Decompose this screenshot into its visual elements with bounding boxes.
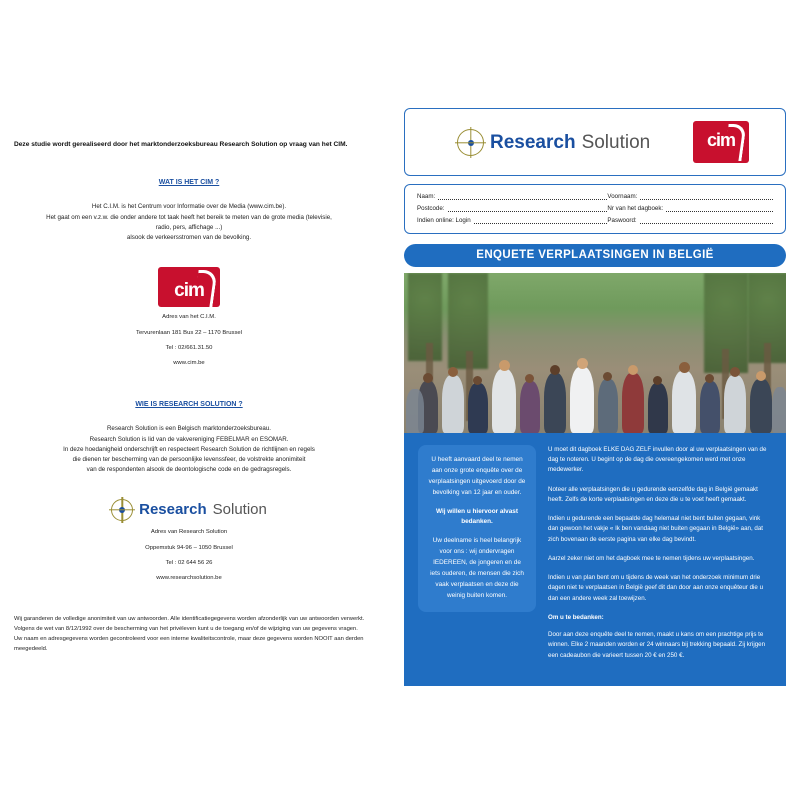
research-solution-target-icon xyxy=(111,499,133,521)
label-naam: Naam: xyxy=(417,193,436,200)
instruction-paragraph-2: Noteer alle verplaatsingen die u gedurende eenzelfde dag in België gemaakt heeft. Zelfs de korte verplaatsingen en deze die u te voet heeft gemaakt. xyxy=(548,485,758,503)
reward-paragraph: Door aan deze enquête deel te nemen, maakt u kans om een prachtige prijs te winnen. Elke 2 maanden worden er 24 winnaars bij trekking bepaald. Zij krijgen een cadeaubon die varieert tussen 20 € en 250 €. xyxy=(548,631,766,659)
cim-swoosh-icon xyxy=(723,124,746,161)
cover-rs-logo-word-1: Research xyxy=(490,131,576,153)
cim-text-1: Het C.I.M. is het Centrum voor Informatie over de Media (www.cim.be). xyxy=(91,203,287,211)
instruction-paragraph-5: Indien u van plan bent om u tijdens de week van het onderzoek minimum drie dagen niet te verplaatsen in België geef dit dan door aan onze enquêteur die u dan een andere week zal toewijzen. xyxy=(548,574,764,602)
cim-address-line-1: Tervurenlaan 181 Bus 22 – 1170 Brussel xyxy=(136,329,242,336)
callout-paragraph-2: Uw deelname is heel belangrijk voor ons : wij ondervragen IEDEREEN, de jongeren en de iets ouderen, de mensen die zich vaak verplaatsen en deze die weinig buiten komen. xyxy=(430,537,524,599)
input-nr-dagboek[interactable] xyxy=(666,205,773,212)
section-what-is-cim-body xyxy=(44,202,334,243)
section-research-solution-body xyxy=(44,424,334,475)
respondent-identification-form xyxy=(404,184,786,234)
section-title-what-is-cim: WAT IS HET CIM ? xyxy=(158,178,220,186)
label-indien-online-login: Indien online: Login xyxy=(417,217,471,224)
reward-heading: Om u te bedanken: xyxy=(548,613,604,621)
cim-logo xyxy=(158,267,220,307)
crowd-figures xyxy=(404,337,786,433)
research-solution-target-icon xyxy=(457,129,484,156)
input-postcode[interactable] xyxy=(448,205,608,212)
rs-address-title: Adres van Research Solution xyxy=(150,529,228,536)
rs-address-line-1: Oppemstuk 94-96 – 1050 Brussel xyxy=(145,544,233,551)
label-paswoord: Paswoord: xyxy=(607,217,637,224)
cover-cim-logo xyxy=(693,121,749,163)
rs-text-5: van de respondenten alsook de deontologische code en de gedragsregels. xyxy=(86,466,292,474)
cim-text-3: alsook de verkeersstromen van de bevolking. xyxy=(126,234,252,242)
cover-cim-logo-text: cim xyxy=(706,130,736,150)
instructions-left-column xyxy=(418,445,536,670)
instructions-section xyxy=(404,433,786,686)
label-voornaam: Voornaam: xyxy=(607,193,638,200)
lead-statement: Deze studie wordt gerealiseerd door het marktonderzoeksbureau Research Solution op vraag van het CIM. xyxy=(14,141,348,148)
cover-header-card xyxy=(404,108,786,176)
research-solution-logo-word-1: Research xyxy=(139,500,207,518)
research-solution-logo-word-2: Solution xyxy=(212,500,267,518)
cim-logo-text: cim xyxy=(174,280,204,302)
left-brochure-panel xyxy=(14,140,364,590)
cim-website: www.cim.be xyxy=(173,360,205,367)
cim-address-line-2: Tel : 02/661.31.50 xyxy=(165,345,213,352)
instructions-right-column xyxy=(548,445,772,670)
rs-text-2: Research Solution is lid van de vakvereniging FEBELMAR en ESOMAR. xyxy=(89,435,289,443)
cover-rs-logo-word-2: Solution xyxy=(581,131,651,153)
instruction-paragraph-3: Indien u gedurende een bepaalde dag helemaal niet bent buiten gegaan, vink dan gewoon het vakje « Ik ben vandaag niet buiten gegaan in België» aan, dat zich bovenaan de eerste pagina van elke dag bevindt. xyxy=(548,515,764,543)
form-row-login xyxy=(417,217,773,224)
survey-title-banner: ENQUETE VERPLAATSINGEN IN BELGIË xyxy=(404,244,786,267)
callout-paragraph-1: U heeft aanvaard deel te nemen aan onze grote enquête over de verplaatsingen uitgevoerd door de bevolking van 12 jaar en ouder. xyxy=(428,456,526,496)
input-naam[interactable] xyxy=(438,193,607,200)
research-solution-logo xyxy=(14,498,364,523)
cim-text-2: Het gaat om een v.z.w. die onder andere tot taak heeft het bereik te meten van de grote media (televisie, radio, pers, affichage ...) xyxy=(46,213,332,231)
thank-you-callout xyxy=(418,445,536,612)
rs-text-3: In deze hoedanigheid onderschrijft en respecteert Research Solution de richtlijnen en regels xyxy=(63,445,315,453)
rs-website: www.researchsolution.be xyxy=(156,575,222,582)
instruction-paragraph-1: U moet dit dagboek ELKE DAG ZELF invullen door al uw verplaatsingen van de dag te noteren. U begint op de dag die overeengekomen werd met onze medewerker. xyxy=(548,446,767,474)
input-voornaam[interactable] xyxy=(640,193,773,200)
privacy-disclaimer: Wij garanderen de volledige anonimiteit van uw antwoorden. Alle identificatiegegevens worden afzonderlijk van uw antwoorden verwerkt. Volgens de wet van 8/12/1992 over de bescherming van het privéleven kunt u de toegang en/of de wijziging van uw gegevens vragen. Uw naam en adresgegevens worden gecontroleerd voor een interne kwaliteitscontrole, maar deze gegevens worden NOOIT aan derden meegedeeld. xyxy=(14,616,365,652)
callout-thanks: Wij willen u hiervoor alvast bedanken. xyxy=(436,507,518,526)
research-solution-address-block xyxy=(14,528,364,583)
label-postcode: Postcode: xyxy=(417,205,445,212)
cim-address-block xyxy=(14,313,364,368)
input-login[interactable] xyxy=(474,217,608,224)
rs-address-line-2: Tel : 02 644 56 26 xyxy=(165,559,213,566)
rs-text-1: Research Solution is een Belgisch marktonderzoeksbureau. xyxy=(106,425,272,433)
cim-address-title: Adres van het C.I.M. xyxy=(162,314,216,321)
input-paswoord[interactable] xyxy=(640,217,773,224)
rs-text-4: die dienen ter bescherming van de persoonlijke levenssfeer, de volstrekte anonimiteit xyxy=(72,456,306,464)
instruction-paragraph-4: Aarzel zeker niet om het dagboek mee te nemen tijdens uw verplaatsingen. xyxy=(548,554,755,562)
questionnaire-cover xyxy=(404,108,786,686)
section-title-who-is-research-solution: WIE IS RESEARCH SOLUTION ? xyxy=(135,400,243,408)
form-row-naam xyxy=(417,193,773,200)
label-nr-dagboek: Nr van het dagboek: xyxy=(607,205,664,212)
cover-photo-crowd xyxy=(404,273,786,433)
form-row-postcode xyxy=(417,205,773,212)
